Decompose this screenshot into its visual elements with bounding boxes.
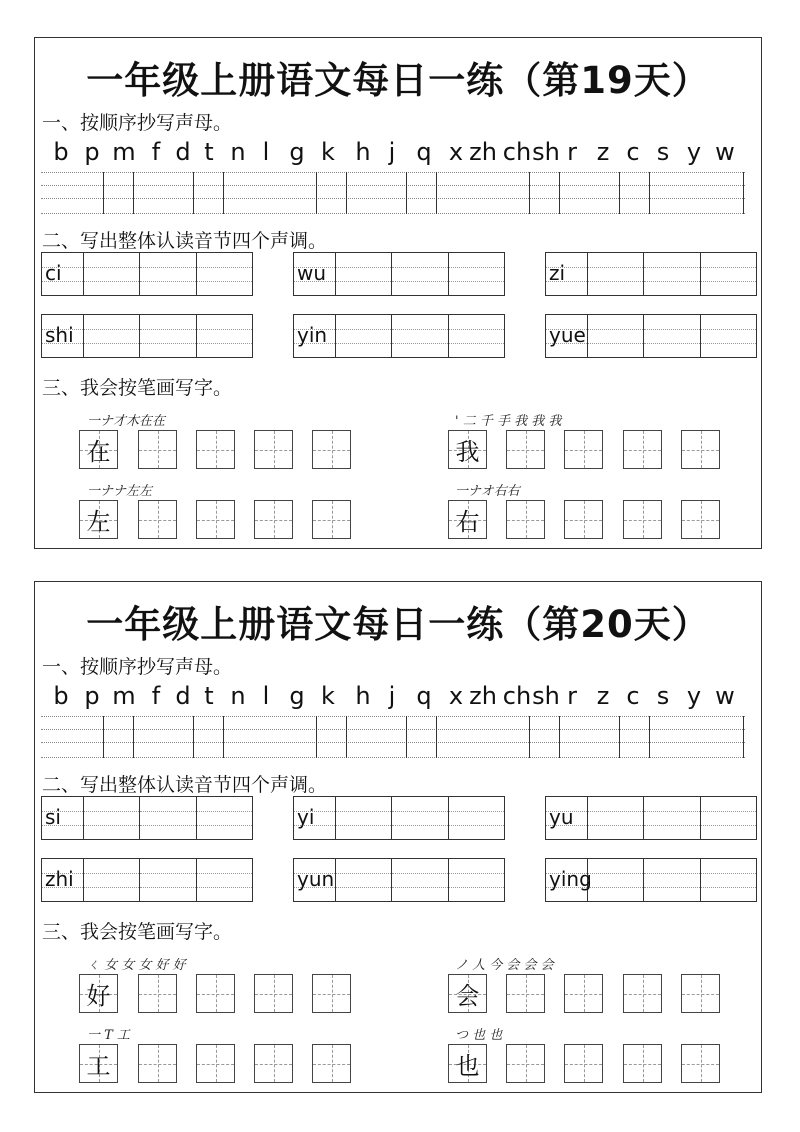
initial-letter: w <box>715 138 735 166</box>
initial-letter: k <box>321 682 335 710</box>
initial-letter: p <box>84 138 100 166</box>
tian-grid-blank[interactable] <box>254 974 293 1013</box>
model-character: 工 <box>86 1052 111 1080</box>
initial-letter: s <box>656 682 670 710</box>
model-character: 我 <box>455 438 480 466</box>
initial-letter: w <box>715 682 735 710</box>
stroke-order-hint: ' 二 千 手 我 我 我 <box>455 414 562 429</box>
initial-letter: d <box>175 682 191 710</box>
syllable-label: yin <box>297 323 328 347</box>
initial-letter: x <box>448 138 464 166</box>
tian-grid-blank[interactable] <box>623 500 662 539</box>
model-character: 会 <box>455 982 480 1010</box>
syllable-box[interactable] <box>293 858 505 902</box>
tian-grid-model <box>448 1044 487 1083</box>
section-heading-2: 二、写出整体认读音节四个声调。 <box>42 774 328 796</box>
stroke-order-hint: 一ナオ右右 <box>455 484 520 499</box>
model-character: 好 <box>86 982 111 1010</box>
initial-letter: zh <box>469 138 497 166</box>
initial-letter: q <box>416 682 432 710</box>
section-heading-3: 三、我会按笔画写字。 <box>42 377 233 399</box>
tian-grid-blank[interactable] <box>138 430 177 469</box>
worksheet-title: 一年级上册语文每日一练（第20天） <box>86 603 710 646</box>
initial-letter: zh <box>469 682 497 710</box>
syllable-label: yu <box>549 805 574 829</box>
model-character: 右 <box>455 508 480 536</box>
syllable-label: ying <box>549 867 592 891</box>
initial-letter: x <box>448 682 464 710</box>
worksheet-day-20 <box>34 581 762 1093</box>
tian-grid-blank[interactable] <box>623 1044 662 1083</box>
initial-letter: b <box>53 138 69 166</box>
stroke-order-hint: ㄑ 女 女 女 好 好 <box>87 958 186 973</box>
tian-grid-blank[interactable] <box>138 500 177 539</box>
tian-grid-blank[interactable] <box>312 500 351 539</box>
tian-grid-blank[interactable] <box>681 1044 720 1083</box>
tian-grid-blank[interactable] <box>138 1044 177 1083</box>
tian-grid-blank[interactable] <box>681 974 720 1013</box>
tian-grid-model <box>448 500 487 539</box>
initial-letter: n <box>230 138 246 166</box>
tian-grid-blank[interactable] <box>312 1044 351 1083</box>
initial-letter: d <box>175 138 191 166</box>
syllable-box[interactable] <box>545 252 757 296</box>
tian-grid-model <box>79 974 118 1013</box>
initials-row <box>35 682 763 718</box>
model-character: 在 <box>86 438 111 466</box>
initial-letter: y <box>686 682 702 710</box>
syllable-label: yun <box>297 867 335 891</box>
tian-grid-blank[interactable] <box>564 430 603 469</box>
tian-grid-blank[interactable] <box>506 500 545 539</box>
stroke-order-hint: ノ 人 今 会 会 会 <box>455 958 554 973</box>
initial-letter: sh <box>532 138 560 166</box>
syllable-box[interactable] <box>293 796 505 840</box>
initial-letter: y <box>686 138 702 166</box>
initial-letter: l <box>262 138 270 166</box>
syllable-box[interactable] <box>545 796 757 840</box>
initial-letter: ch <box>502 138 532 166</box>
initial-letter: sh <box>532 682 560 710</box>
tian-grid-blank[interactable] <box>196 1044 235 1083</box>
initial-letter: s <box>656 138 670 166</box>
initial-letter: m <box>112 138 136 166</box>
syllable-box[interactable] <box>41 858 253 902</box>
tian-grid-blank[interactable] <box>196 974 235 1013</box>
tian-grid-blank[interactable] <box>254 1044 293 1083</box>
initial-letter: h <box>355 682 371 710</box>
syllable-label: ci <box>45 261 62 285</box>
syllable-box[interactable] <box>293 314 505 358</box>
initial-letter: j <box>388 682 396 710</box>
section-heading-1: 一、按顺序抄写声母。 <box>42 656 233 678</box>
initial-letter: m <box>112 682 136 710</box>
model-character: 左 <box>86 508 111 536</box>
syllable-box[interactable] <box>545 314 757 358</box>
initial-letter: n <box>230 682 246 710</box>
initial-letter: z <box>596 682 610 710</box>
tian-grid-blank[interactable] <box>506 974 545 1013</box>
initial-letter: z <box>596 138 610 166</box>
initial-letter: t <box>204 682 214 710</box>
tian-grid-blank[interactable] <box>564 974 603 1013</box>
tian-grid-blank[interactable] <box>254 430 293 469</box>
tian-grid-model <box>79 500 118 539</box>
tian-grid-blank[interactable] <box>138 974 177 1013</box>
stroke-order-hint: 一 T 工 <box>87 1028 130 1043</box>
tian-grid-blank[interactable] <box>564 500 603 539</box>
section-heading-2: 二、写出整体认读音节四个声调。 <box>42 230 328 252</box>
initial-letter: f <box>151 682 161 710</box>
tian-grid-model <box>79 430 118 469</box>
initial-letter: k <box>321 138 335 166</box>
section-heading-3: 三、我会按笔画写字。 <box>42 921 233 943</box>
section-heading-1: 一、按顺序抄写声母。 <box>42 112 233 134</box>
model-character: 也 <box>455 1052 480 1080</box>
initial-letter: r <box>567 138 577 166</box>
syllable-label: zhi <box>45 867 74 891</box>
initials-writing-line[interactable] <box>41 172 745 214</box>
initial-letter: c <box>626 682 640 710</box>
syllable-label: wu <box>297 261 327 285</box>
initial-letter: b <box>53 682 69 710</box>
syllable-box[interactable] <box>293 252 505 296</box>
initial-letter: q <box>416 138 432 166</box>
syllable-box[interactable] <box>41 796 253 840</box>
initials-writing-line[interactable] <box>41 716 745 758</box>
tian-grid-blank[interactable] <box>312 430 351 469</box>
stroke-order-hint: 一ナ才木在在 <box>87 414 166 429</box>
tian-grid-blank[interactable] <box>506 1044 545 1083</box>
tian-grid-blank[interactable] <box>312 974 351 1013</box>
worksheet-day-19 <box>34 37 762 549</box>
tian-grid-blank[interactable] <box>623 974 662 1013</box>
syllable-box[interactable] <box>41 252 253 296</box>
tian-grid-model <box>448 430 487 469</box>
stroke-order-hint: 一ナナ左左 <box>87 484 153 499</box>
tian-grid-model <box>79 1044 118 1083</box>
syllable-label: yue <box>549 323 586 347</box>
tian-grid-blank[interactable] <box>564 1044 603 1083</box>
syllable-label: zi <box>549 261 566 285</box>
initial-letter: g <box>289 682 305 710</box>
tian-grid-blank[interactable] <box>681 500 720 539</box>
tian-grid-blank[interactable] <box>506 430 545 469</box>
tian-grid-model <box>448 974 487 1013</box>
initial-letter: r <box>567 682 577 710</box>
initial-letter: g <box>289 138 305 166</box>
syllable-label: shi <box>45 323 74 347</box>
tian-grid-blank[interactable] <box>254 500 293 539</box>
initial-letter: c <box>626 138 640 166</box>
worksheet-title: 一年级上册语文每日一练（第19天） <box>86 59 710 102</box>
initial-letter: j <box>388 138 396 166</box>
initial-letter: h <box>355 138 371 166</box>
tian-grid-blank[interactable] <box>681 430 720 469</box>
initials-row <box>35 138 763 174</box>
syllable-label: si <box>45 805 61 829</box>
tian-grid-blank[interactable] <box>623 430 662 469</box>
stroke-order-hint: つ 也 也 <box>455 1028 503 1043</box>
initial-letter: l <box>262 682 270 710</box>
syllable-box[interactable] <box>545 858 757 902</box>
tian-grid-blank[interactable] <box>196 430 235 469</box>
initial-letter: t <box>204 138 214 166</box>
initial-letter: f <box>151 138 161 166</box>
syllable-label: yi <box>297 805 315 829</box>
initial-letter: ch <box>502 682 532 710</box>
initial-letter: p <box>84 682 100 710</box>
tian-grid-blank[interactable] <box>196 500 235 539</box>
syllable-box[interactable] <box>41 314 253 358</box>
